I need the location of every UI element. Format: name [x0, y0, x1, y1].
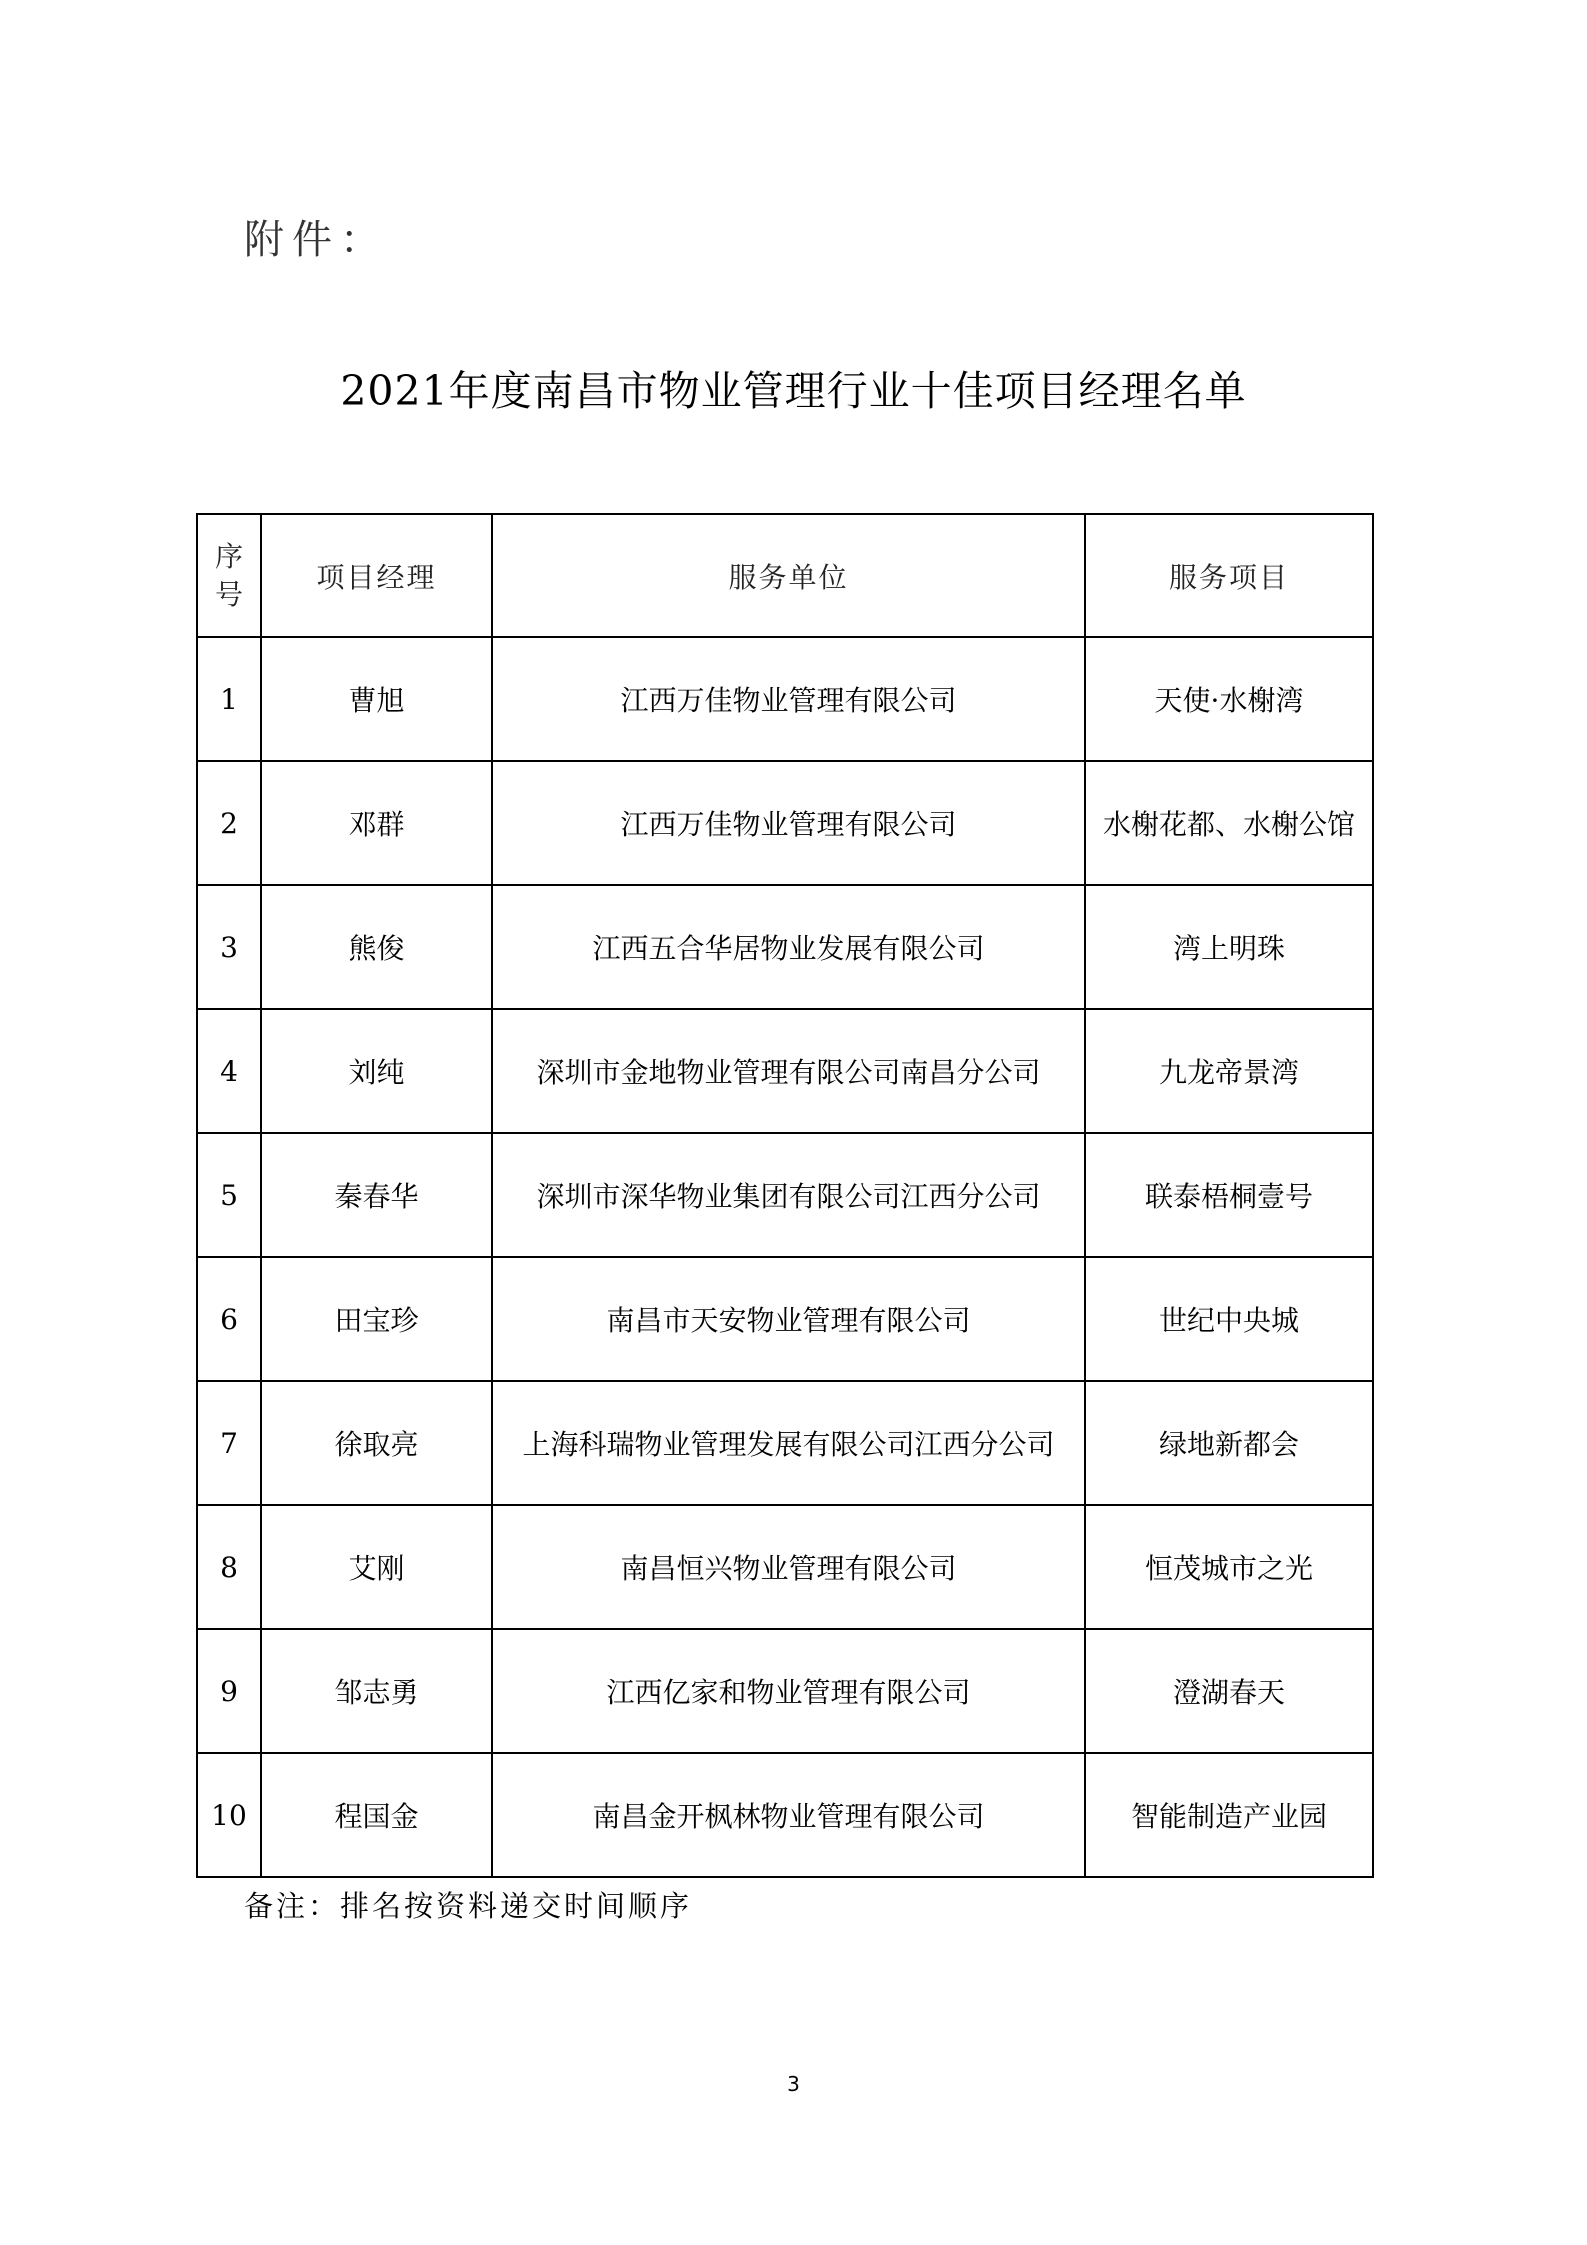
table-row [197, 1257, 1373, 1381]
table-row [197, 1381, 1373, 1505]
page-number: 3 [787, 2072, 800, 2096]
row-unit: 南昌金开枫林物业管理有限公司 [492, 1753, 1085, 1877]
row-project: 九龙帝景湾 [1085, 1009, 1373, 1133]
row-manager: 熊俊 [261, 885, 492, 1009]
header-manager: 项目经理 [261, 514, 492, 637]
row-unit: 南昌恒兴物业管理有限公司 [492, 1505, 1085, 1629]
row-no: 5 [197, 1133, 261, 1257]
row-no: 9 [197, 1629, 261, 1753]
row-manager: 艾刚 [261, 1505, 492, 1629]
table-header-row [197, 514, 1373, 637]
table-row [197, 1629, 1373, 1753]
table-row [197, 1009, 1373, 1133]
row-unit: 江西万佳物业管理有限公司 [492, 761, 1085, 885]
row-unit: 江西万佳物业管理有限公司 [492, 637, 1085, 761]
row-no: 8 [197, 1505, 261, 1629]
row-project: 联泰梧桐壹号 [1085, 1133, 1373, 1257]
header-no: 序号 [197, 514, 261, 637]
row-unit: 深圳市金地物业管理有限公司南昌分公司 [492, 1009, 1085, 1133]
table-row [197, 1133, 1373, 1257]
row-project: 智能制造产业园 [1085, 1753, 1373, 1877]
row-unit: 江西五合华居物业发展有限公司 [492, 885, 1085, 1009]
table-row [197, 1505, 1373, 1629]
row-project: 天使·水榭湾 [1085, 637, 1373, 761]
row-project: 水榭花都、水榭公馆 [1085, 761, 1373, 885]
attachment-label: 附件： [244, 217, 388, 263]
table-row [197, 761, 1373, 885]
row-unit: 深圳市深华物业集团有限公司江西分公司 [492, 1133, 1085, 1257]
row-no: 2 [197, 761, 261, 885]
manager-roster-table [196, 513, 1374, 1878]
row-manager: 徐取亮 [261, 1381, 492, 1505]
header-project: 服务项目 [1085, 514, 1373, 637]
row-manager: 邹志勇 [261, 1629, 492, 1753]
header-unit: 服务单位 [492, 514, 1085, 637]
row-project: 绿地新都会 [1085, 1381, 1373, 1505]
row-project: 澄湖春天 [1085, 1629, 1373, 1753]
row-manager: 刘纯 [261, 1009, 492, 1133]
table-note: 备注：排名按资料递交时间顺序 [244, 1889, 693, 1923]
row-manager: 田宝珍 [261, 1257, 492, 1381]
row-no: 1 [197, 637, 261, 761]
row-no: 3 [197, 885, 261, 1009]
row-unit: 江西亿家和物业管理有限公司 [492, 1629, 1085, 1753]
table-row [197, 637, 1373, 761]
table-row [197, 885, 1373, 1009]
row-manager: 秦春华 [261, 1133, 492, 1257]
row-unit: 南昌市天安物业管理有限公司 [492, 1257, 1085, 1381]
row-manager: 程国金 [261, 1753, 492, 1877]
table-row [197, 1753, 1373, 1877]
row-manager: 曹旭 [261, 637, 492, 761]
row-unit: 上海科瑞物业管理发展有限公司江西分公司 [492, 1381, 1085, 1505]
document-title: 2021年度南昌市物业管理行业十佳项目经理名单 [340, 367, 1247, 415]
row-no: 7 [197, 1381, 261, 1505]
row-no: 6 [197, 1257, 261, 1381]
row-manager: 邓群 [261, 761, 492, 885]
row-project: 恒茂城市之光 [1085, 1505, 1373, 1629]
row-project: 世纪中央城 [1085, 1257, 1373, 1381]
row-no: 10 [197, 1753, 261, 1877]
row-project: 湾上明珠 [1085, 885, 1373, 1009]
row-no: 4 [197, 1009, 261, 1133]
